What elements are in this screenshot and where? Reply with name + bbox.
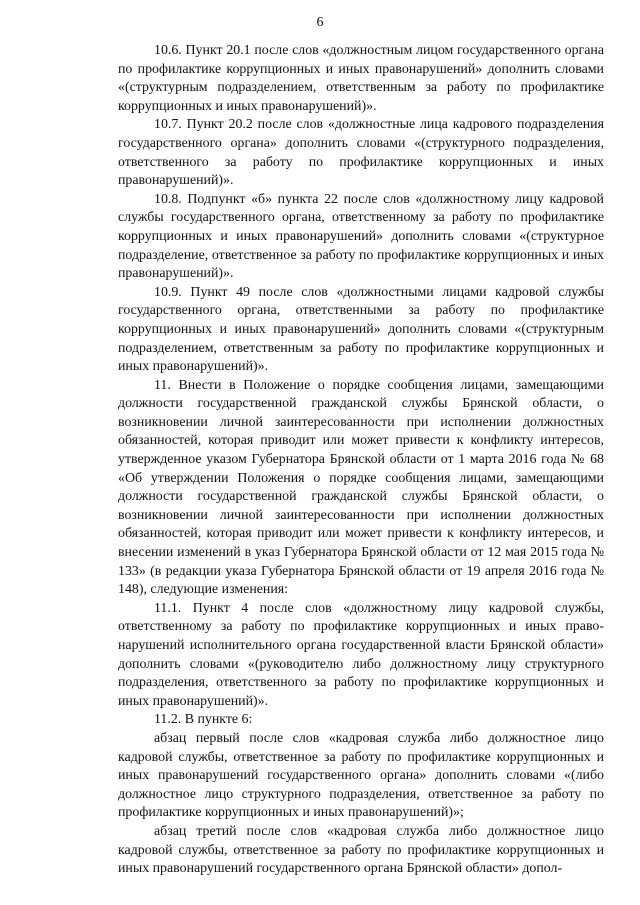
paragraph-10-8: 10.8. Подпункт «б» пункта 22 после слов «должностному лицу кадровой службы государственного органа, ответственному за работу по профилактике коррупционных и иных правонарушений» дополнить словами «(структурное подразделение, ответственное за работу по профилактике коррупционных и иных правонарушений)». <box>118 191 604 282</box>
paragraph-11: 11. Внести в Положение о порядке сообщения лицами, замещающими должности государственной гражданской службы Брянской области, о возникновении личной заинтересованности при исполнении должностных обязанностей, которая приводит или может привести к конфликту интересов, утвержденное указом Губернатора Брянской области от 1 марта 2016 года № 68 «Об утверждении Положения о порядке сообщения лицами, замещающими должности государственной гражданской службы Брянской области, о возникновении личной заинтересованности при исполнении должностных обязанностей, которая приводит или может привести к конфликту интересов, и внесении изменений в указ Губернатора Брянской области от 12 мая 2015 года № 133» (в редакции указа Губернатора Брянской области от 19 апреля 2016 года № 148), следующие изменения: <box>118 377 604 598</box>
document-body <box>118 42 604 879</box>
paragraph-10-6: 10.6. Пункт 20.1 после слов «должностным лицом государственного органа по профилактике коррупционных и иных правонарушений» дополнить словами «(структурным подразделением, ответственным за работу по профилактике коррупционных и иных правонарушений)». <box>118 43 604 114</box>
paragraph-10-7: 10.7. Пункт 20.2 после слов «должностные лица кадрового подразделения государственного органа» дополнить словами «(структурного подразделения, ответственного за работу по профилактике коррупционных и иных правонарушений)». <box>118 117 604 189</box>
paragraph-11-1: 11.1. Пункт 4 после слов «должностному лицу кадровой службы, ответственному за работу по профилактике коррупционных и иных правонарушений исполнительного органа государственной власти Брянской области» дополнить словами «(руководителю либо должностному лицу структурного подразделения, ответственного за работу по профилактике коррупционных и иных правонарушений)». <box>118 600 604 709</box>
page-number: 6 <box>316 15 324 30</box>
paragraph-11-2-abzac-3: абзац третий после слов «кадровая служба либо должностное лицо кадровой службы, ответственное за работу по профилактике коррупционных и иных правонарушений государственного органа Брянской области» допол- <box>118 823 604 877</box>
paragraph-10-9: 10.9. Пункт 49 после слов «должностными лицами кадровой службы государственного органа, ответственными за работу по профилактике коррупционных и иных правонарушений» дополнить словами «(структурным подразделением, ответственным за работу по профилактике коррупционных и иных правонарушений)». <box>118 284 604 375</box>
paragraph-11-2-abzac-1: абзац первый после слов «кадровая служба либо должностное лицо кадровой службы, ответственное за работу по профилактике коррупционных и иных правонарушений государственного органа» дополнить словами «(либо должностное лицо структурного подразделения, ответственное за работу по профилактике коррупционных и иных правонарушений)»; <box>118 730 604 821</box>
paragraph-11-2: 11.2. В пункте 6: <box>154 712 253 728</box>
